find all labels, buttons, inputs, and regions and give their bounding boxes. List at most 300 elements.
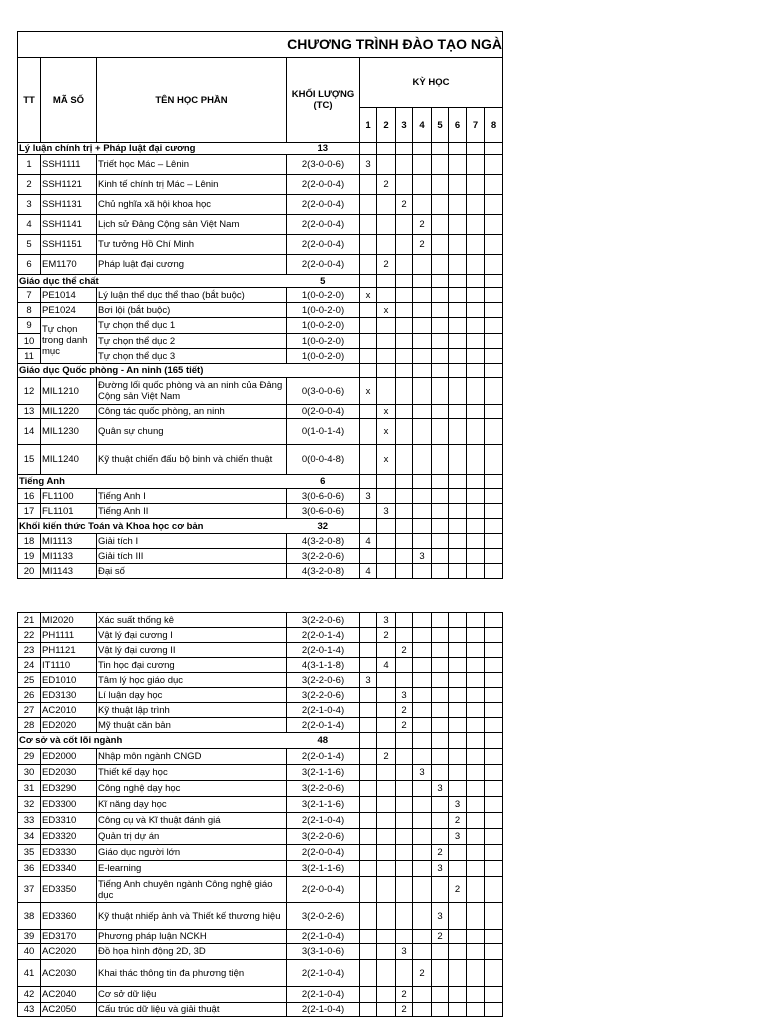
semester-cell [360,829,377,845]
semester-cell [485,143,503,155]
semester-cell [432,504,449,519]
section-row [18,275,503,288]
semester-cell [432,364,449,378]
semester-cell [377,944,396,960]
semester-cell [467,549,485,564]
semester-cell [485,781,503,797]
section-total: 32 [287,519,360,534]
semester-mark: 3 [360,489,377,504]
semester-cell [485,861,503,877]
semester-cell [449,534,467,549]
semester-cell [485,749,503,765]
course-name: Đồ họa hình động 2D, 3D [97,944,287,960]
course-code: SSH1141 [41,215,97,235]
semester-cell [485,195,503,215]
semester-cell [413,1003,432,1017]
semester-cell [396,275,413,288]
table-row [18,703,503,718]
semester-cell [467,797,485,813]
row-index: 43 [18,1003,41,1017]
semester-cell [449,195,467,215]
semester-cell [413,688,432,703]
semester-cell [467,564,485,579]
section-total: 6 [287,475,360,489]
semester-cell [360,749,377,765]
semester-cell [449,987,467,1003]
semester-cell [485,175,503,195]
table-row [18,960,503,987]
semester-cell [467,155,485,175]
course-code: ED3310 [41,813,97,829]
semester-cell [377,930,396,944]
course-code: MIL1220 [41,405,97,419]
semester-cell [413,489,432,504]
semester-cell [467,445,485,475]
row-index: 20 [18,564,41,579]
semester-cell [485,733,503,749]
semester-cell [467,903,485,930]
semester-mark: 2 [413,215,432,235]
semester-cell [449,613,467,628]
semester-cell [396,318,413,334]
semester-cell [485,419,503,445]
semester-mark: 3 [413,549,432,564]
course-credits: 3(2-1-1-6) [287,861,360,877]
row-index: 13 [18,405,41,419]
semester-mark: 3 [396,944,413,960]
semester-cell [485,765,503,781]
semester-cell [449,288,467,303]
semester-cell [467,987,485,1003]
table-row [18,903,503,930]
row-index: 21 [18,613,41,628]
semester-cell [449,349,467,364]
semester-cell [485,549,503,564]
semester-cell [432,215,449,235]
semester-cell [432,658,449,673]
semester-cell [432,445,449,475]
semester-mark: 2 [396,703,413,718]
semester-cell [360,944,377,960]
course-credits: 2(2-0-1-4) [287,749,360,765]
semester-cell [449,489,467,504]
semester-cell [485,275,503,288]
semester-cell [360,903,377,930]
course-credits: 3(2-2-0-6) [287,829,360,845]
section-row [18,475,503,489]
semester-cell [413,534,432,549]
semester-cell [432,155,449,175]
semester-cell [432,195,449,215]
semester-cell [449,275,467,288]
semester-cell [377,987,396,1003]
semester-cell [467,303,485,318]
semester-mark: 3 [396,688,413,703]
semester-cell [467,930,485,944]
table-row [18,489,503,504]
semester-mark: 4 [360,534,377,549]
course-code: FL1100 [41,489,97,504]
semester-cell [360,628,377,643]
semester-cell [377,143,396,155]
course-name: Kinh tế chính trị Mác – Lênin [97,175,287,195]
semester-cell [377,877,396,903]
semester-cell [449,781,467,797]
page-title: CHƯƠNG TRÌNH ĐÀO TẠO NGÀ [18,32,503,58]
semester-mark: 4 [360,564,377,579]
header-ten-hoc-phan: TÊN HỌC PHẦN [97,58,287,143]
semester-cell [377,733,396,749]
title-row [18,32,503,58]
table-row [18,781,503,797]
elective-group-label: Tự chọn trong danh mục [41,318,97,364]
curriculum-table-part-1 [17,31,503,579]
semester-cell [396,960,413,987]
semester-cell [467,813,485,829]
course-name: Tư tưởng Hồ Chí Minh [97,235,287,255]
semester-cell [413,797,432,813]
semester-mark: 2 [396,718,413,733]
semester-cell [485,797,503,813]
semester-cell [413,944,432,960]
semester-cell [432,944,449,960]
semester-cell [413,903,432,930]
semester-cell [377,781,396,797]
row-index: 28 [18,718,41,733]
row-index: 7 [18,288,41,303]
section-label: Giáo dục Quốc phòng - An ninh (165 tiết) [18,364,287,378]
semester-cell [396,877,413,903]
semester-cell [485,504,503,519]
semester-cell [432,877,449,903]
semester-cell [432,475,449,489]
section-row [18,733,503,749]
row-index: 16 [18,489,41,504]
semester-cell [449,673,467,688]
semester-cell [467,364,485,378]
semester-cell [449,175,467,195]
semester-cell [396,658,413,673]
row-index: 3 [18,195,41,215]
course-code: ED2020 [41,718,97,733]
semester-cell [413,504,432,519]
course-name: Mỹ thuật căn bản [97,718,287,733]
header-row [18,58,503,108]
course-name: Kỹ thuật lập trình [97,703,287,718]
row-index: 34 [18,829,41,845]
semester-cell [413,845,432,861]
semester-mark: 3 [449,797,467,813]
course-credits: 3(2-2-0-6) [287,673,360,688]
semester-cell [360,658,377,673]
table-row [18,195,503,215]
table-row [18,534,503,549]
semester-cell [467,781,485,797]
semester-mark: x [377,303,396,318]
semester-cell [360,845,377,861]
course-code: PE1014 [41,288,97,303]
semester-cell [432,797,449,813]
semester-cell [467,334,485,349]
course-name: Giáo dục người lớn [97,845,287,861]
course-name: Quản trị dự án [97,829,287,845]
course-credits: 2(2-1-0-4) [287,960,360,987]
section-row [18,143,503,155]
course-name: Giải tích III [97,549,287,564]
course-code: AC2010 [41,703,97,718]
table-row [18,235,503,255]
semester-cell [449,504,467,519]
semester-cell [449,930,467,944]
semester-cell [396,930,413,944]
table-row [18,405,503,419]
semester-cell [396,765,413,781]
semester-cell [449,255,467,275]
header-khoi-luong: KHỐI LƯỢNG (TC) [287,58,360,143]
semester-cell [377,378,396,405]
row-index: 35 [18,845,41,861]
course-credits: 2(2-1-0-4) [287,703,360,718]
semester-cell [449,303,467,318]
semester-cell [413,813,432,829]
semester-cell [360,613,377,628]
section-total: 5 [287,275,360,288]
semester-cell [467,475,485,489]
course-code: AC2030 [41,960,97,987]
semester-cell [449,445,467,475]
semester-cell [449,318,467,334]
semester-cell [396,749,413,765]
course-name: Khai thác thông tin đa phương tiện [97,960,287,987]
semester-cell [396,288,413,303]
semester-cell [449,628,467,643]
course-credits: 3(2-1-1-6) [287,765,360,781]
course-name: Nhập môn ngành CNGD [97,749,287,765]
semester-cell [467,613,485,628]
table-row [18,419,503,445]
semester-cell [377,155,396,175]
row-index: 19 [18,549,41,564]
semester-cell [485,303,503,318]
header-semester: 1 [360,108,377,143]
semester-cell [485,215,503,235]
row-index: 1 [18,155,41,175]
semester-cell [467,519,485,534]
semester-cell [413,419,432,445]
course-code: SSH1151 [41,235,97,255]
semester-cell [485,364,503,378]
row-index: 37 [18,877,41,903]
semester-cell [413,703,432,718]
course-name: Công tác quốc phòng, an ninh [97,405,287,419]
row-index: 38 [18,903,41,930]
semester-cell [377,519,396,534]
semester-cell [396,813,413,829]
table-row [18,504,503,519]
course-credits: 2(2-0-1-4) [287,643,360,658]
course-code: ED3360 [41,903,97,930]
semester-cell [413,829,432,845]
semester-cell [413,288,432,303]
semester-cell [467,215,485,235]
semester-cell [467,944,485,960]
semester-cell [396,215,413,235]
semester-cell [432,703,449,718]
semester-cell [413,987,432,1003]
semester-mark: 2 [432,845,449,861]
course-code: ED3300 [41,797,97,813]
row-index: 42 [18,987,41,1003]
semester-cell [449,334,467,349]
course-code: ED3170 [41,930,97,944]
semester-cell [485,987,503,1003]
semester-cell [449,235,467,255]
semester-cell [467,288,485,303]
semester-cell [360,930,377,944]
semester-cell [449,718,467,733]
semester-cell [413,930,432,944]
course-credits: 2(2-1-0-4) [287,987,360,1003]
semester-mark: 2 [449,813,467,829]
semester-cell [485,235,503,255]
semester-cell [360,215,377,235]
semester-cell [377,718,396,733]
table-row [18,987,503,1003]
semester-cell [432,688,449,703]
course-credits: 3(3-1-0-6) [287,944,360,960]
semester-cell [377,861,396,877]
semester-cell [449,960,467,987]
course-name: Chủ nghĩa xã hội khoa học [97,195,287,215]
section-label: Khối kiến thức Toán và Khoa học cơ bản [18,519,287,534]
semester-cell [377,334,396,349]
semester-cell [360,813,377,829]
semester-cell [360,718,377,733]
course-code: ED2030 [41,765,97,781]
semester-cell [396,235,413,255]
semester-mark: 3 [432,861,449,877]
header-ma-so: MÃ SỐ [41,58,97,143]
row-index: 15 [18,445,41,475]
semester-cell [377,349,396,364]
semester-cell [377,903,396,930]
row-index: 4 [18,215,41,235]
semester-cell [467,534,485,549]
row-index: 18 [18,534,41,549]
table-row [18,175,503,195]
header-semester: 8 [485,108,503,143]
semester-cell [396,155,413,175]
table-row [18,378,503,405]
course-name: Đại số [97,564,287,579]
semester-cell [413,564,432,579]
row-index: 39 [18,930,41,944]
semester-cell [360,475,377,489]
table-row [18,318,503,334]
semester-cell [396,861,413,877]
semester-cell [360,143,377,155]
semester-cell [396,549,413,564]
row-index: 31 [18,781,41,797]
semester-cell [485,349,503,364]
semester-cell [449,378,467,405]
curriculum-table-part-2 [17,612,503,1017]
semester-cell [449,519,467,534]
course-code: ED3330 [41,845,97,861]
semester-cell [449,658,467,673]
semester-cell [360,303,377,318]
semester-cell [485,534,503,549]
course-credits: 3(2-2-0-6) [287,781,360,797]
semester-cell [360,733,377,749]
table-row [18,749,503,765]
semester-cell [432,534,449,549]
semester-cell [360,349,377,364]
semester-cell [485,288,503,303]
table-row [18,877,503,903]
semester-cell [449,861,467,877]
semester-cell [377,195,396,215]
course-name: Thiết kế dạy học [97,765,287,781]
semester-cell [449,549,467,564]
semester-cell [432,549,449,564]
semester-cell [413,781,432,797]
semester-cell [485,643,503,658]
course-code: MIL1240 [41,445,97,475]
course-name: Triết học Mác – Lênin [97,155,287,175]
course-credits: 3(2-2-0-6) [287,549,360,564]
semester-cell [360,419,377,445]
row-index: 24 [18,658,41,673]
semester-cell [467,628,485,643]
row-index: 30 [18,765,41,781]
semester-cell [360,519,377,534]
semester-cell [413,155,432,175]
semester-cell [377,765,396,781]
header-semester: 6 [449,108,467,143]
semester-cell [413,255,432,275]
section-total: 13 [287,143,360,155]
semester-cell [413,749,432,765]
course-credits: 2(2-0-0-4) [287,195,360,215]
semester-cell [360,235,377,255]
semester-mark: 2 [396,987,413,1003]
semester-cell [377,364,396,378]
semester-cell [432,275,449,288]
course-code: AC2020 [41,944,97,960]
course-credits: 1(0-0-2-0) [287,303,360,318]
semester-cell [377,549,396,564]
table-row [18,658,503,673]
semester-cell [360,549,377,564]
semester-cell [467,658,485,673]
semester-cell [485,445,503,475]
course-credits: 2(3-0-0-6) [287,155,360,175]
semester-cell [449,703,467,718]
course-credits: 0(3-0-0-6) [287,378,360,405]
semester-cell [485,564,503,579]
semester-mark: 2 [377,255,396,275]
semester-cell [413,613,432,628]
course-code: IT1110 [41,658,97,673]
semester-cell [396,845,413,861]
course-code: MIL1210 [41,378,97,405]
semester-cell [485,688,503,703]
table-row [18,564,503,579]
semester-mark: 2 [377,175,396,195]
semester-cell [396,405,413,419]
table-row [18,155,503,175]
